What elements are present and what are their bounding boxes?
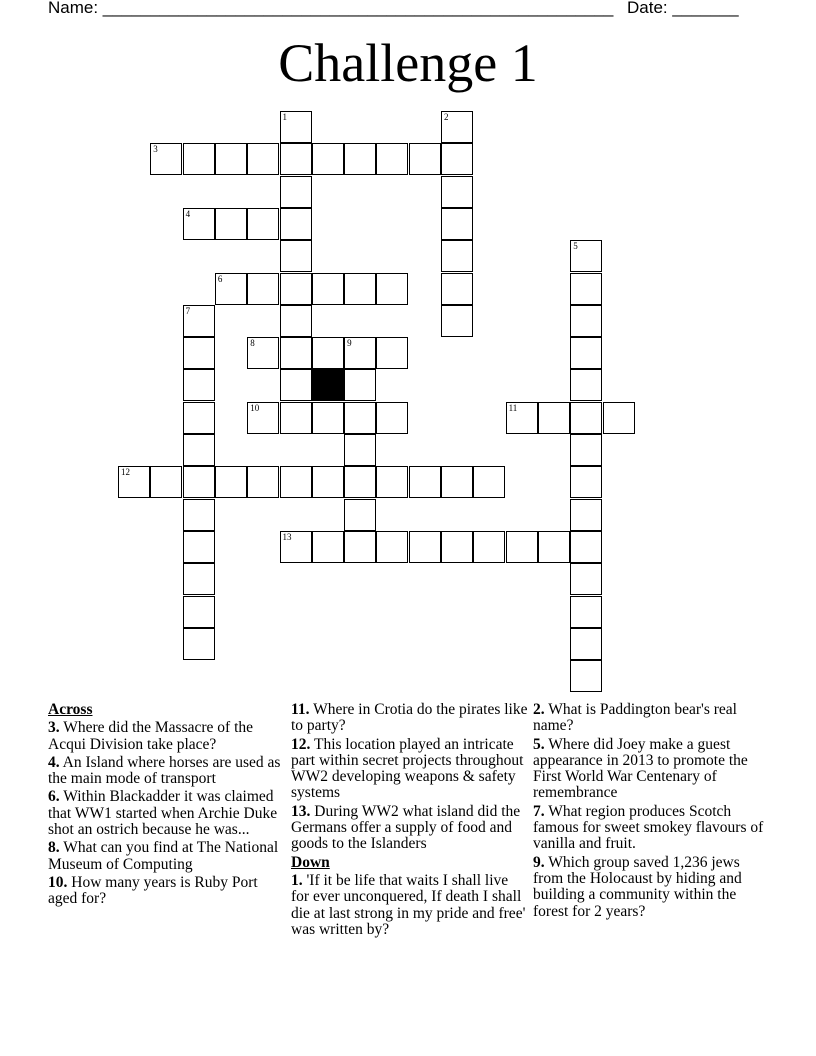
grid-cell[interactable] [118,466,150,498]
grid-cell[interactable] [441,111,473,143]
grid-cell[interactable] [570,337,602,369]
grid-cell[interactable] [344,466,376,498]
grid-cell[interactable] [280,337,312,369]
grid-cell[interactable] [183,208,215,240]
grid-cell[interactable] [344,273,376,305]
grid-cell[interactable] [247,143,279,175]
grid-cell[interactable] [473,466,505,498]
clue-down-1: 1. 'If it be life that waits I shall live for ever unconquered, If death I shall die at last strong in my pride and free' was written by? [291,871,526,938]
grid-cell[interactable] [280,305,312,337]
cell-number: 8 [250,338,255,349]
grid-cell[interactable] [312,143,344,175]
grid-cell[interactable] [538,531,570,563]
clue-across-11: 11. Where in Crotia do the pirates like to party? [291,701,528,735]
grid-cell[interactable] [312,273,344,305]
date-field-label: Date: _______ [627,0,739,17]
grid-cell[interactable] [570,402,602,434]
grid-cell[interactable] [312,402,344,434]
grid-cell[interactable] [441,305,473,337]
cell-number: 10 [250,402,260,413]
grid-cell[interactable] [280,111,312,143]
grid-cell[interactable] [570,628,602,660]
cell-number: 12 [121,467,130,478]
grid-cell[interactable] [247,273,279,305]
grid-cell[interactable] [376,273,408,305]
clue-across-3: 3. Where did the Massacre of the Acqui Division take place? [48,719,254,753]
cell-number: 11 [508,402,518,413]
grid-cell[interactable] [441,176,473,208]
grid-cell[interactable] [441,466,473,498]
grid-cell[interactable] [409,143,441,175]
across-heading: Across [48,701,93,718]
grid-cell[interactable] [344,499,376,531]
grid-cell[interactable] [570,434,602,466]
grid-cell[interactable] [570,563,602,595]
grid-cell[interactable] [570,660,602,692]
grid-cell[interactable] [215,143,247,175]
grid-cell[interactable] [603,402,635,434]
grid-cell[interactable] [344,337,376,369]
grid-cell[interactable] [183,369,215,401]
clue-across-8: 8. What can you find at The National Museum of Computing [48,839,279,873]
cell-number: 3 [153,144,158,155]
grid-cell[interactable] [506,531,538,563]
grid-cell[interactable] [183,563,215,595]
grid-cell[interactable] [409,466,441,498]
grid-cell[interactable] [280,369,312,401]
grid-cell[interactable] [344,531,376,563]
grid-cell[interactable] [183,596,215,628]
grid-cell[interactable] [280,176,312,208]
grid-cell[interactable] [247,402,279,434]
grid-cell[interactable] [247,208,279,240]
grid-cell[interactable] [441,143,473,175]
grid-cell[interactable] [376,402,408,434]
grid-cell[interactable] [280,273,312,305]
grid-cell[interactable] [215,466,247,498]
clue-down-9: 9. Which group saved 1,236 jews from the Holocaust by hiding and building a community within the forest for 2 years? [533,853,742,920]
grid-cell[interactable] [312,531,344,563]
grid-cell[interactable] [183,143,215,175]
grid-cell[interactable] [280,466,312,498]
grid-cell[interactable] [344,369,376,401]
grid-cell[interactable] [441,273,473,305]
clue-column-1 [48,702,288,910]
grid-cell[interactable] [150,143,182,175]
grid-cell[interactable] [150,466,182,498]
cell-number: 2 [444,112,449,122]
grid-cell[interactable] [183,434,215,466]
grid-cell[interactable] [441,240,473,272]
cell-number: 4 [185,208,191,219]
grid-cell[interactable] [570,466,602,498]
grid-cell[interactable] [183,337,215,369]
grid-cell[interactable] [344,143,376,175]
grid-cell[interactable] [312,466,344,498]
down-heading: Down [291,853,330,871]
grid-cell[interactable] [183,628,215,660]
grid-cell[interactable] [441,531,473,563]
grid-cell[interactable] [215,208,247,240]
clue-across-4: 4. An Island where horses are used as the main mode of transport [48,753,281,788]
cell-number: 13 [282,531,292,542]
grid-cell[interactable] [441,208,473,240]
grid-cell[interactable] [570,305,602,337]
clue-across-12: 12. This location played an intricate part within secret projects throughout WW2 developing weapons & safety systems [291,735,524,802]
grid-cell[interactable] [312,337,344,369]
grid-cell[interactable] [376,466,408,498]
cell-number: 1 [282,112,287,122]
clue-down-5: 5. Where did Joey make a guest appearance in 2013 to promote the First World War Centenary of remembrance [533,735,748,802]
grid-cell[interactable] [570,240,602,272]
grid-cell[interactable] [280,143,312,175]
grid-cell[interactable] [570,596,602,628]
grid-cell[interactable] [183,499,215,531]
clue-across-10: 10. How many years is Ruby Port aged for? [48,873,258,908]
grid-cell[interactable] [344,434,376,466]
grid-cell[interactable] [183,305,215,337]
grid-cell[interactable] [280,208,312,240]
grid-cell[interactable] [409,531,441,563]
blocked-cell [312,369,344,401]
grid-cell[interactable] [183,466,215,498]
clue-column-3 [533,702,773,922]
grid-cell[interactable] [473,531,505,563]
clue-across-6: 6. Within Blackadder it was claimed that WW1 started when Archie Duke shot an ostrich because he was... [48,788,278,839]
clue-down-7: 7. What region produces Scotch famous for sweet smokey flavours of vanilla and fruit. [533,802,764,853]
clue-down-2: 2. What is Paddington bear's real name? [533,701,737,735]
cell-number: 7 [185,305,191,316]
cell-number: 6 [217,273,223,284]
cell-number: 9 [347,338,352,349]
grid-cell[interactable] [570,499,602,531]
grid-cell[interactable] [376,337,408,369]
name-field-label: Name: ______________________________________________________ [48,0,614,17]
clue-column-2 [291,702,529,940]
grid-cell[interactable] [570,369,602,401]
grid-cell[interactable] [247,337,279,369]
grid-cell[interactable] [570,531,602,563]
grid-cell[interactable] [376,143,408,175]
cell-number: 5 [573,241,578,252]
grid-cell[interactable] [280,531,312,563]
grid-cell[interactable] [570,273,602,305]
grid-cell[interactable] [280,240,312,272]
grid-cell[interactable] [183,402,215,434]
grid-cell[interactable] [344,402,376,434]
grid-cell[interactable] [215,273,247,305]
grid-cell[interactable] [183,531,215,563]
grid-cell[interactable] [506,402,538,434]
clue-across-13: 13. During WW2 what island did the Germans offer a supply of food and goods to the Islanders [291,802,521,853]
grid-cell[interactable] [247,466,279,498]
grid-cell[interactable] [376,531,408,563]
grid-cell[interactable] [280,402,312,434]
grid-cell[interactable] [538,402,570,434]
page-title: Challenge 1 [278,33,538,93]
